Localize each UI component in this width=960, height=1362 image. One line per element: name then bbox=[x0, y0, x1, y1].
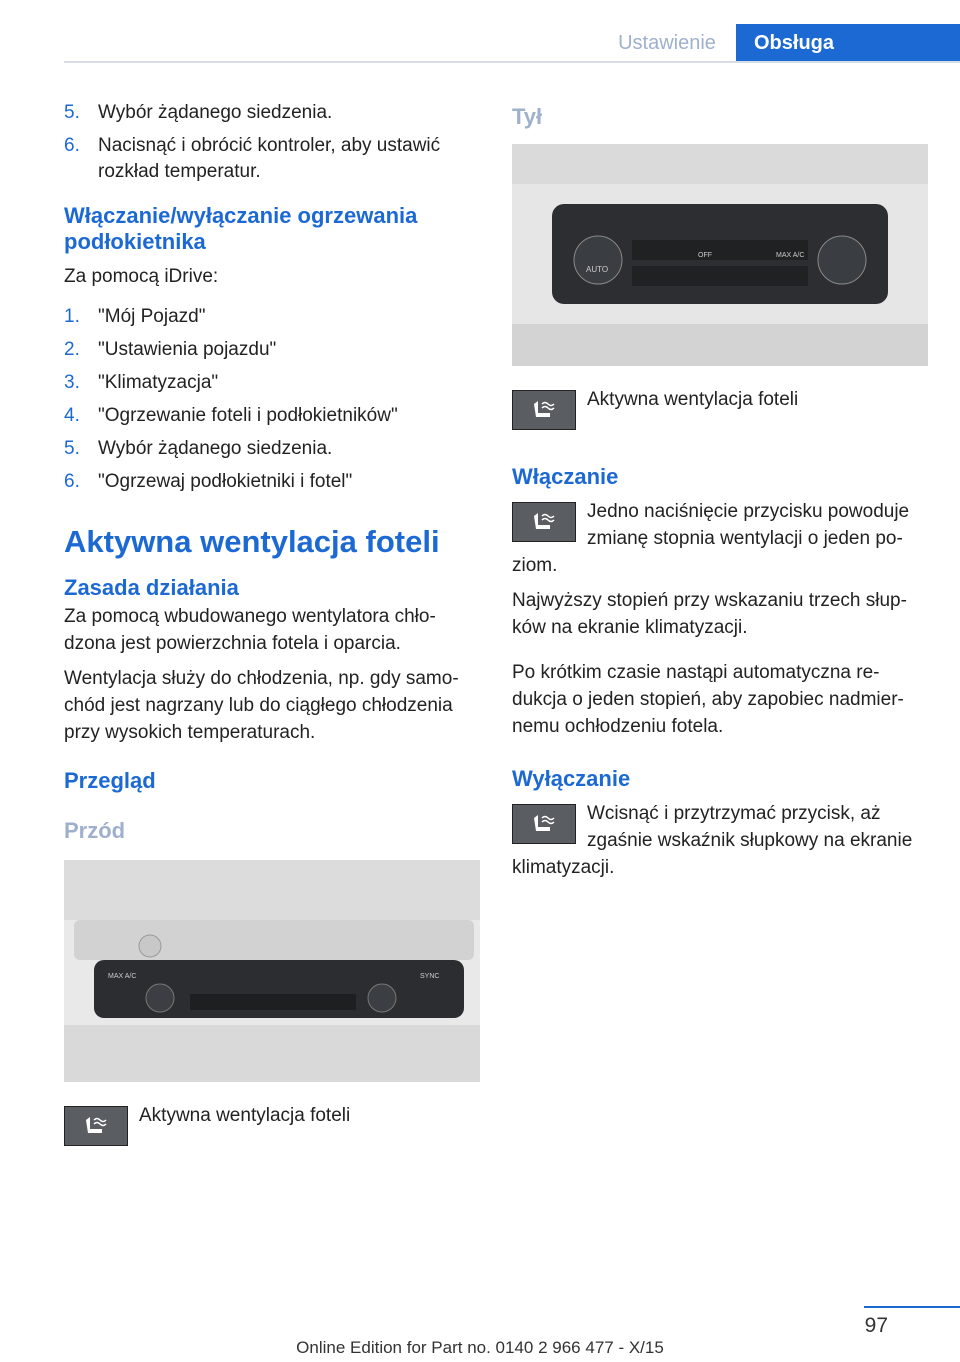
header-tab-obsluga: Obsługa bbox=[736, 24, 960, 62]
front-console-illustration bbox=[64, 860, 480, 1082]
principle-heading: Zasada działania bbox=[64, 575, 239, 600]
front-panel-label: SYNC bbox=[420, 973, 440, 980]
list-item: 3. "Klimatyzacja" bbox=[64, 372, 219, 393]
off-paragraph-1: Wcisnąć i przytrzymać przycisk, aż zgaśnie wskaźnik słupkowy na ekranie klimatyzacji. bbox=[512, 803, 913, 878]
list-item: 2. "Ustawienia pojazdu" bbox=[64, 339, 277, 360]
idrive-intro: Za pomocą iDrive: bbox=[64, 266, 219, 287]
list-item: 5. Wybór żądanego siedzenia. bbox=[64, 102, 333, 123]
overview-heading: Przegląd bbox=[64, 768, 156, 793]
footer-rule bbox=[864, 1306, 960, 1308]
on-heading: Włączanie bbox=[512, 464, 619, 489]
principle-paragraph-1: Za pomocą wbudowanego wentylatora chłodzona jest powierzchnia fotela i oparcia. bbox=[64, 606, 436, 654]
steps-list-a bbox=[64, 100, 480, 185]
rear-caption-row bbox=[512, 386, 928, 430]
list-item: 4. "Ogrzewanie foteli i podłokietników" bbox=[64, 405, 398, 426]
seat-ventilation-icon bbox=[64, 1106, 128, 1146]
list-item: 6. "Ogrzewaj podłokietniki i fotel" bbox=[64, 471, 353, 492]
heading-armrest: Włączanie/wyłączanie ogrzewania podłokietnika bbox=[64, 203, 418, 254]
left-column bbox=[64, 100, 480, 1146]
header-tab-ustawienie: Ustawienie bbox=[618, 32, 716, 54]
list-item: 1. "Mój Pojazd" bbox=[64, 306, 206, 327]
header-rule bbox=[64, 61, 960, 63]
seat-ventilation-icon bbox=[512, 390, 576, 430]
rear-heading: Tył bbox=[512, 104, 543, 129]
front-caption: Aktywna wentylacja foteli bbox=[139, 1105, 351, 1126]
rear-panel-label: OFF bbox=[698, 252, 712, 259]
section-title: Aktywna wentylacja foteli bbox=[64, 524, 440, 559]
front-console-photo bbox=[64, 860, 480, 1082]
seat-ventilation-icon bbox=[512, 804, 576, 844]
rear-console-photo bbox=[512, 144, 928, 366]
rear-panel-label: MAX A/C bbox=[776, 252, 805, 259]
rear-panel-label: AUTO bbox=[586, 265, 609, 274]
page-number: 97 bbox=[864, 1314, 888, 1337]
front-heading: Przód bbox=[64, 818, 126, 843]
on-block bbox=[512, 498, 928, 579]
rear-caption: Aktywna wentylacja foteli bbox=[587, 389, 799, 410]
edition-footer: Online Edition for Part no. 0140 2 966 477 - X/15 bbox=[296, 1338, 664, 1357]
list-item: 6. Nacisnąć i obrócić kontroler, aby ustawić rozkład temperatur. bbox=[64, 135, 441, 182]
off-heading: Wyłączanie bbox=[512, 766, 631, 791]
seat-ventilation-icon bbox=[512, 502, 576, 542]
front-panel-label: MAX A/C bbox=[108, 973, 137, 980]
principle-paragraph-2: Wentylacja służy do chłodzenia, np. gdy samochód jest nagrzany lub do ciągłego chłodzenia przy wysokich temperaturach. bbox=[64, 668, 459, 743]
off-block bbox=[512, 800, 928, 881]
on-paragraph-2: Najwyższy stopień przy wskazaniu trzech słupków na ekranie klimatyzacji. bbox=[512, 590, 907, 638]
on-paragraph-3: Po krótkim czasie nastąpi automatyczna redukcja o jeden stopień, aby zapobiec nadmiernemu ochłodzeniu fotela. bbox=[512, 662, 904, 737]
front-caption-row bbox=[64, 1102, 480, 1146]
steps-list-b bbox=[64, 304, 480, 495]
on-paragraph-1: Jedno naciśnięcie przycisku powoduje zmianę stopnia wentylacji o jeden poziom. bbox=[512, 501, 910, 576]
list-item: 5. Wybór żądanego siedzenia. bbox=[64, 438, 333, 459]
right-column bbox=[512, 100, 928, 881]
rear-console-illustration bbox=[512, 144, 928, 366]
